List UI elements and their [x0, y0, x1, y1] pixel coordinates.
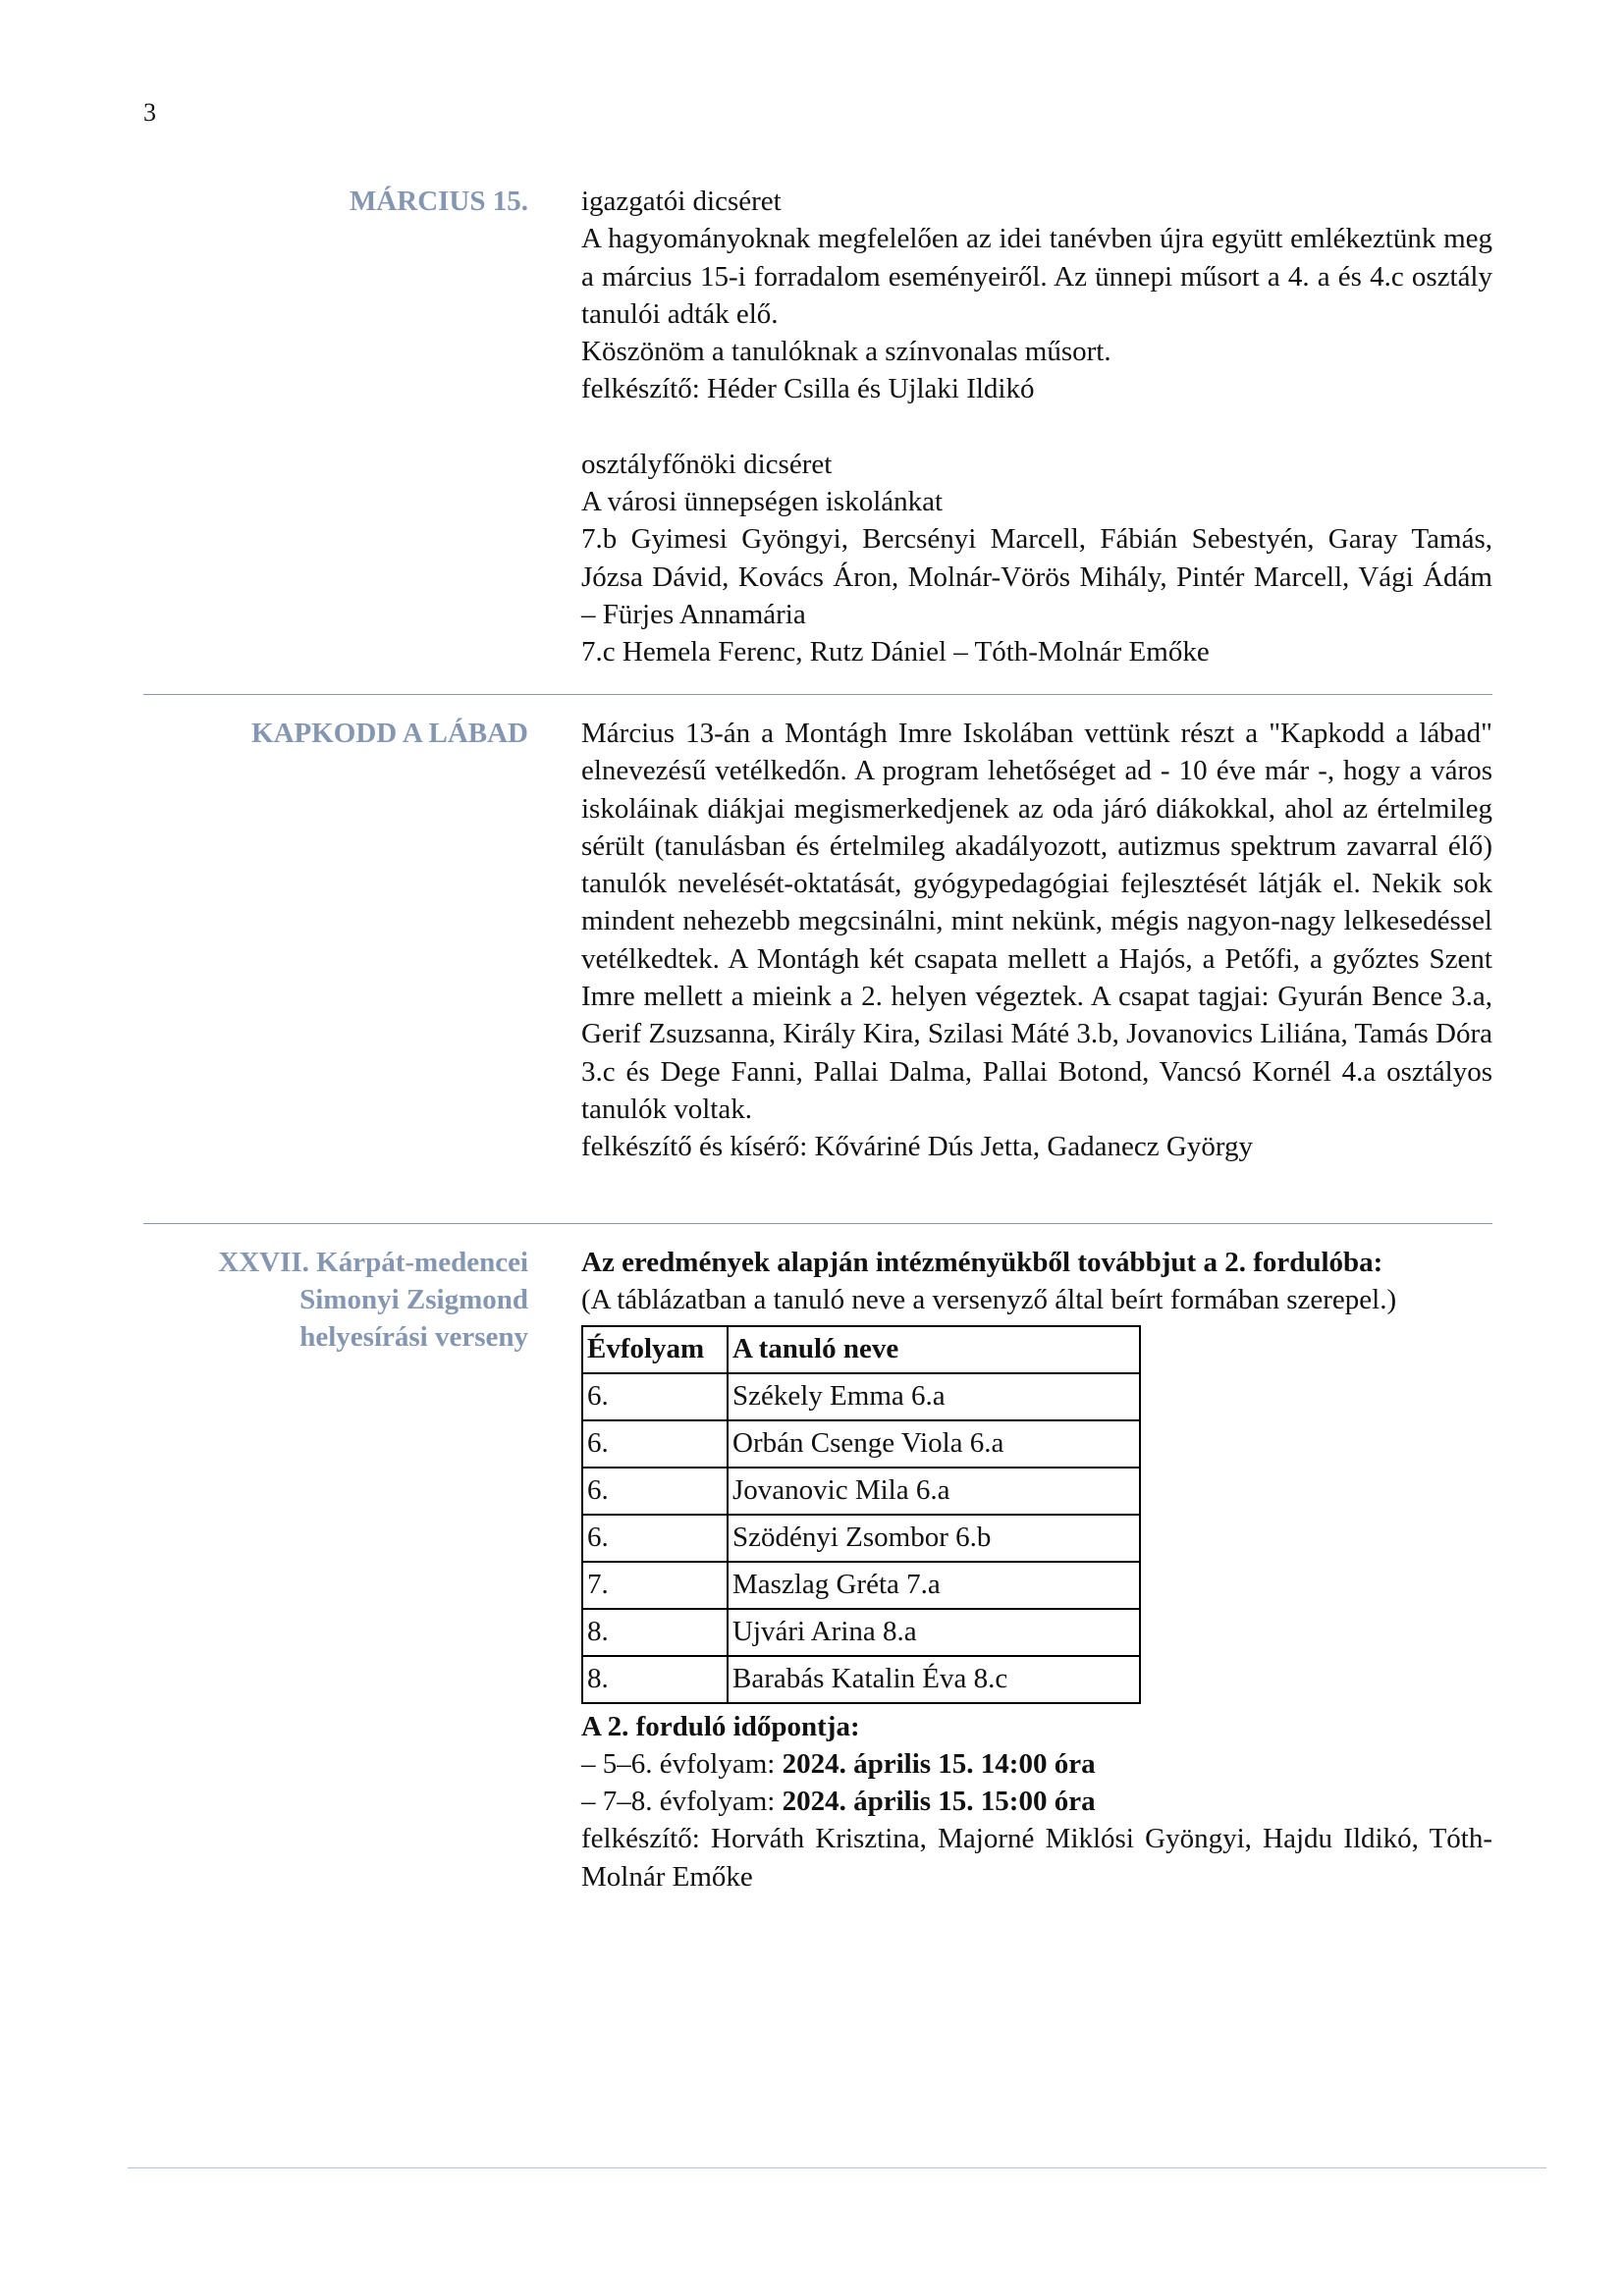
class-7c-line: 7.c Hemela Ferenc, Rutz Dániel – Tóth-Molnár Emőke: [581, 636, 1210, 668]
grade-cell: 6.: [582, 1468, 728, 1515]
date-line: [581, 1745, 1492, 1783]
credit-line: felkészítő: Héder Csilla és Ujlaki Ildikó: [581, 373, 1035, 405]
footer-divider: [128, 2167, 1546, 2168]
date-prefix: – 7–8. évfolyam:: [581, 1786, 783, 1818]
grade-cell: 8.: [582, 1656, 728, 1703]
date-value: 2024. április 15. 15:00 óra: [782, 1786, 1096, 1818]
credit-line: felkészítő és kísérő: Kőváriné Dús Jetta, Gadanecz György: [581, 1131, 1253, 1163]
section-content: [581, 715, 1492, 1166]
class-7b-line: 7.b Gyimesi Gyöngyi, Bercsényi Marcell, Fábián Sebestyén, Garay Tamás, Józsa Dávid, Kovács Áron, Molnár-Vörös Mihály, Pintér Marcell, Vági Ádám – Fürjes Annamária: [581, 523, 1492, 630]
label-line: Simonyi Zsigmond: [299, 1284, 528, 1315]
student-cell: Székely Emma 6.a: [728, 1373, 1140, 1420]
thanks-line: Köszönöm a tanulóknak a színvonalas műsort.: [581, 336, 1111, 368]
grade-cell: 6.: [582, 1420, 728, 1468]
date-heading: A 2. forduló időpontja:: [581, 1710, 860, 1742]
table-row: [582, 1420, 1140, 1468]
grade-cell: 6.: [582, 1515, 728, 1562]
date-prefix: – 5–6. évfolyam:: [581, 1747, 783, 1780]
student-cell: Barabás Katalin Éva 8.c: [728, 1656, 1140, 1703]
grade-cell: 7.: [582, 1562, 728, 1609]
student-cell: Ujvári Arina 8.a: [728, 1609, 1140, 1656]
section-divider: [143, 1223, 1492, 1224]
paragraph: Március 13-án a Montágh Imre Iskolában vettünk részt a "Kapkodd a lábad" elnevezésű vetélkedőn. A program lehetőséget ad - 10 éve már -, hogy a város iskoláinak diákjai megismerkedjenek az oda járó diákokkal, ahol az értelmileg sérült (tanulásban és értelmileg akadályozott, autizmus spektrum zavarral élő) tanulók nevelését-oktatását, gyógypedagógiai fejlesztését látják el. Nekik sok mindent nehezebb megcsinálni, mint nekünk, mégis nagyon-nagy lelkesedéssel vetélkedtek. A Montágh két csapata mellett a Hajós, a Petőfi, a győztes Szent Imre mellett a mieink a 2. helyen végeztek. A csapat tagjai: Gyurán Bence 3.a, Gerif Zsuzsanna, Király Kira, Szilasi Máté 3.b, Jovanovics Liliána, Tamás Dóra 3.c és Dege Fanni, Pallai Dalma, Pallai Botond, Vancsó Kornél 4.a osztályos tanulók voltak.: [581, 718, 1492, 1125]
student-cell: Orbán Csenge Viola 6.a: [728, 1420, 1140, 1468]
column-header: Évfolyam: [582, 1326, 728, 1373]
date-value: 2024. április 15. 14:00 óra: [782, 1747, 1096, 1780]
section-content: [581, 1244, 1492, 1896]
table-row: [582, 1609, 1140, 1656]
section-label: [143, 1244, 528, 1356]
table-row: [582, 1468, 1140, 1515]
award-type: igazgatói dicséret: [581, 186, 782, 217]
intro-line: A városi ünnepségen iskolánkat: [581, 486, 944, 518]
label-line: helyesírási verseny: [299, 1321, 528, 1353]
award-type: osztályfőnöki dicséret: [581, 448, 833, 480]
page-number: 3: [143, 98, 156, 127]
grade-cell: 8.: [582, 1609, 728, 1656]
paragraph: A hagyományoknak megfelelően az idei tanévben újra együtt emlékeztünk meg a március 15-i forradalom eseményeiről. Az ünnepi műsort a 4. a és 4.c osztály tanulói adták elő.: [581, 223, 1492, 330]
table-row: [582, 1515, 1140, 1562]
column-header: A tanuló neve: [728, 1326, 1140, 1373]
grade-cell: 6.: [582, 1373, 728, 1420]
student-cell: Jovanovic Mila 6.a: [728, 1468, 1140, 1515]
student-cell: Maszlag Gréta 7.a: [728, 1562, 1140, 1609]
section-divider: [143, 694, 1492, 695]
table-row: [582, 1656, 1140, 1703]
table-row: [582, 1562, 1140, 1609]
credit-line: felkészítő: Horváth Krisztina, Majorné Miklósi Gyöngyi, Hajdu Ildikó, Tóth-Molnár Emőke: [581, 1823, 1492, 1893]
section-label: MÁRCIUS 15.: [349, 186, 528, 217]
results-table: [581, 1325, 1141, 1704]
table-note: (A táblázatban a tanuló neve a versenyző által beírt formában szerepel.): [581, 1284, 1397, 1316]
date-line: [581, 1783, 1492, 1820]
table-header-row: [582, 1326, 1140, 1373]
table-row: [582, 1373, 1140, 1420]
results-intro: Az eredmények alapján intézményükből továbbjut a 2. fordulóba:: [581, 1247, 1383, 1278]
label-line: XXVII. Kárpát-medencei: [218, 1247, 528, 1278]
student-cell: Szödényi Zsombor 6.b: [728, 1515, 1140, 1562]
section-label: KAPKODD A LÁBAD: [251, 718, 528, 749]
section-content: [581, 183, 1492, 671]
